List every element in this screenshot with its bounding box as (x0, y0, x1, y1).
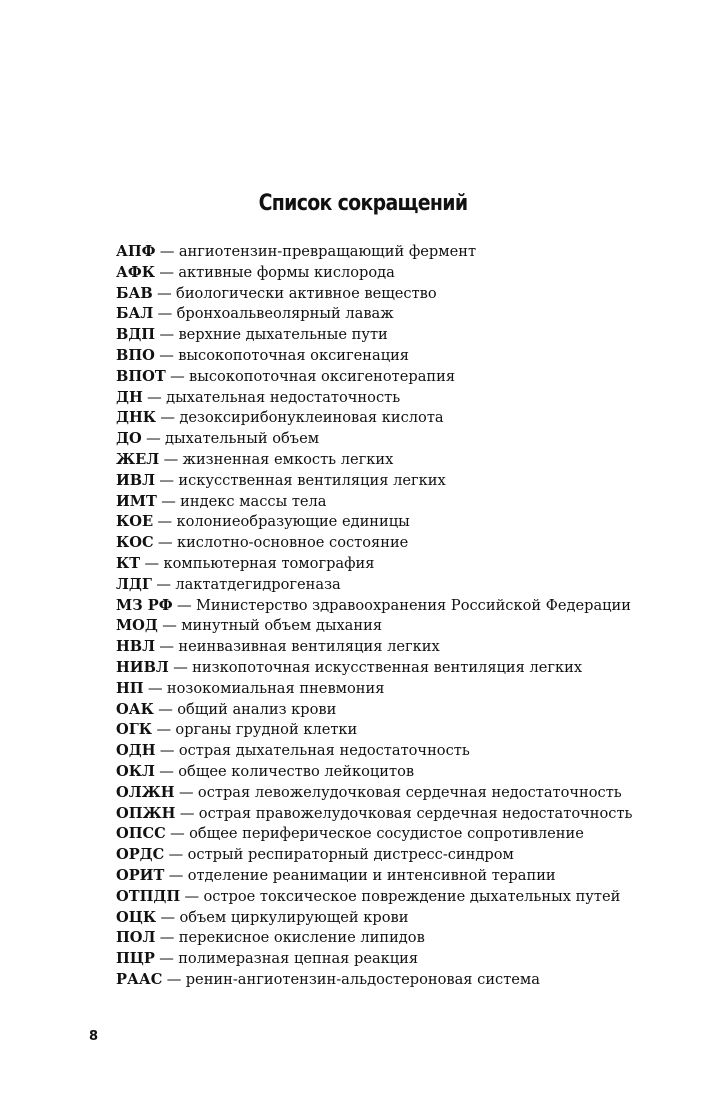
abbreviation-term: ОПЖН (116, 804, 176, 822)
abbreviation-dash: — (157, 284, 172, 302)
abbreviation-entry (89, 325, 649, 346)
abbreviation-entry (89, 429, 649, 450)
abbreviation-term: ОДН (116, 742, 156, 760)
abbreviation-dash: — (160, 908, 176, 926)
abbreviation-entry (89, 263, 649, 284)
abbreviation-entry (89, 700, 649, 721)
abbreviation-entry (89, 720, 649, 741)
abbreviation-term: ВПО (116, 346, 155, 364)
abbreviation-definition: общий анализ крови (177, 700, 337, 718)
abbreviation-definition: органы грудной клетки (175, 721, 358, 739)
abbreviation-term: ОКЛ (116, 762, 155, 780)
abbreviation-dash: — (162, 617, 177, 635)
abbreviation-dash: — (147, 679, 163, 697)
abbreviation-entry (89, 575, 649, 596)
abbreviation-dash: — (159, 742, 175, 760)
abbreviation-definition: колониеобразующие единицы (176, 513, 410, 531)
abbreviation-definition: искусственная вентиляция легких (178, 471, 446, 489)
abbreviation-entry (89, 492, 649, 513)
abbreviation-entry (89, 471, 649, 492)
abbreviation-term: ОАК (116, 700, 154, 718)
abbreviation-definition: ренин-ангиотензин-альдостероновая система (185, 970, 540, 988)
abbreviation-dash: — (179, 804, 195, 822)
abbreviation-dash: — (168, 866, 184, 884)
abbreviation-entry (89, 346, 649, 367)
abbreviation-entry (89, 949, 649, 970)
abbreviation-term: ДО (116, 430, 142, 448)
abbreviation-term: ОГК (116, 721, 153, 739)
abbreviation-entry (89, 242, 649, 263)
abbreviation-term: ПОЛ (116, 929, 156, 947)
abbreviation-entry (89, 866, 649, 887)
abbreviation-dash: — (159, 929, 175, 947)
abbreviation-definition: нозокомиальная пневмония (166, 679, 385, 697)
abbreviation-definition: минутный объем дыхания (181, 617, 383, 635)
abbreviation-term: ОРИТ (116, 866, 165, 884)
abbreviation-definition: дыхательный объем (165, 430, 320, 448)
abbreviation-term: МЗ РФ (116, 596, 173, 614)
abbreviation-dash: — (178, 783, 194, 801)
abbreviation-term: БАЛ (116, 305, 154, 323)
abbreviation-term: ВПОТ (116, 367, 166, 385)
abbreviation-entry (89, 388, 649, 409)
abbreviation-dash: — (159, 263, 174, 281)
abbreviation-term: АФК (116, 263, 156, 281)
abbreviation-dash: — (173, 658, 188, 676)
abbreviation-dash: — (157, 513, 173, 531)
abbreviation-dash: — (147, 388, 162, 406)
abbreviation-dash: — (159, 950, 174, 968)
abbreviation-definition: острая левожелудочковая сердечная недостаточность (197, 783, 622, 801)
abbreviation-dash: — (166, 970, 182, 988)
page-title: Список сокращений (258, 190, 468, 216)
abbreviation-definition: острая правожелудочковая сердечная недостаточность (198, 804, 633, 822)
abbreviation-dash: — (157, 534, 173, 552)
abbreviation-dash: — (170, 825, 185, 843)
abbreviation-dash: — (168, 846, 184, 864)
abbreviation-definition: кислотно-основное состояние (176, 534, 409, 552)
abbreviation-definition: высокопоточная оксигенация (178, 346, 410, 364)
abbreviation-entry (89, 908, 649, 929)
abbreviation-term: ДНК (116, 409, 157, 427)
abbreviation-entry (89, 596, 649, 617)
abbreviation-entry (89, 616, 649, 637)
abbreviation-term: КОЕ (116, 513, 154, 531)
abbreviation-entry (89, 741, 649, 762)
abbreviation-definition: острое токсическое повреждение дыхательных путей (203, 887, 621, 905)
abbreviation-dash: — (157, 305, 173, 323)
abbreviation-definition: объем циркулирующей крови (179, 908, 409, 926)
abbreviation-definition: биологически активное вещество (176, 284, 437, 302)
abbreviation-definition: дыхательная недостаточность (166, 388, 401, 406)
abbreviation-list (89, 242, 649, 991)
abbreviation-entry (89, 783, 649, 804)
abbreviation-dash: — (161, 492, 176, 510)
abbreviation-entry (89, 408, 649, 429)
abbreviation-term: РААС (116, 970, 163, 988)
abbreviation-dash: — (170, 367, 185, 385)
abbreviation-entry (89, 762, 649, 783)
abbreviation-entry (89, 658, 649, 679)
abbreviation-dash: — (158, 700, 173, 718)
abbreviation-definition: активные формы кислорода (178, 263, 395, 281)
abbreviation-entry (89, 824, 649, 845)
abbreviation-term: ОЦК (116, 908, 157, 926)
abbreviation-entry (89, 928, 649, 949)
abbreviation-definition: компьютерная томография (163, 554, 375, 572)
abbreviation-term: ПЦР (116, 950, 155, 968)
abbreviation-definition: бронхоальвеолярный лаваж (176, 305, 394, 323)
abbreviation-dash: — (159, 346, 174, 364)
abbreviation-term: МОД (116, 617, 158, 635)
abbreviation-term: ЖЕЛ (116, 450, 160, 468)
abbreviation-dash: — (159, 762, 174, 780)
abbreviation-definition: ангиотензин-превращающий фермент (178, 243, 477, 260)
abbreviation-entry (89, 450, 649, 471)
abbreviation-term: НИВЛ (116, 658, 169, 676)
abbreviation-term: НВЛ (116, 638, 156, 656)
abbreviation-dash: — (176, 596, 192, 614)
abbreviation-dash: — (184, 887, 200, 905)
abbreviation-definition: дезоксирибонуклеиновая кислота (179, 409, 444, 427)
abbreviation-dash: — (160, 409, 176, 427)
abbreviation-dash: — (144, 554, 160, 572)
abbreviation-term: БАВ (116, 284, 153, 302)
abbreviation-definition: неинвазивная вентиляция легких (178, 638, 440, 656)
abbreviation-term: АПФ (116, 243, 156, 260)
abbreviation-entry (89, 679, 649, 700)
abbreviation-entry (89, 804, 649, 825)
abbreviation-definition: лактатдегидрогеназа (175, 575, 341, 593)
abbreviation-term: ИМТ (116, 492, 157, 510)
abbreviation-definition: верхние дыхательные пути (178, 326, 388, 344)
abbreviation-entry (89, 554, 649, 575)
abbreviation-definition: полимеразная цепная реакция (178, 950, 419, 968)
abbreviation-term: ДН (116, 388, 143, 406)
abbreviation-definition: Министерство здравоохранения Российской Федерации (195, 596, 631, 614)
abbreviation-definition: высокопоточная оксигенотерапия (189, 367, 456, 385)
abbreviation-entry (89, 367, 649, 388)
abbreviation-term: ОТПДП (116, 887, 181, 905)
abbreviation-entry (89, 533, 649, 554)
abbreviation-term: ОПСС (116, 825, 166, 843)
abbreviation-dash: — (159, 326, 175, 344)
abbreviation-term: ОРДС (116, 846, 165, 864)
page-number: 8 (89, 1029, 99, 1044)
abbreviation-definition: общее периферическое сосудистое сопротивление (189, 825, 584, 843)
abbreviation-term: НП (116, 679, 144, 697)
abbreviation-entry (89, 887, 649, 908)
abbreviation-entry (89, 637, 649, 658)
abbreviation-dash: — (146, 430, 161, 448)
abbreviation-definition: острый респираторный дистресс-синдром (187, 846, 514, 864)
abbreviation-definition: жизненная емкость легких (182, 450, 394, 468)
abbreviation-definition: острая дыхательная недостаточность (178, 742, 470, 760)
abbreviation-dash: — (159, 638, 174, 656)
abbreviation-definition: отделение реанимации и интенсивной терапии (187, 866, 556, 884)
abbreviation-dash: — (159, 243, 175, 260)
abbreviation-entry (89, 845, 649, 866)
abbreviation-term: ОЛЖН (116, 783, 175, 801)
abbreviation-dash: — (163, 450, 179, 468)
abbreviation-term: ИВЛ (116, 471, 156, 489)
abbreviation-term: КТ (116, 554, 141, 572)
abbreviation-term: ВДП (116, 326, 156, 344)
abbreviation-entry (89, 512, 649, 533)
abbreviation-dash: — (159, 471, 174, 489)
abbreviation-entry (89, 284, 649, 305)
abbreviation-entry (89, 304, 649, 325)
abbreviation-definition: перекисное окисление липидов (178, 929, 425, 947)
abbreviation-entry (89, 970, 649, 991)
abbreviation-definition: общее количество лейкоцитов (178, 762, 415, 780)
abbreviation-dash: — (156, 721, 172, 739)
abbreviation-definition: индекс массы тела (180, 492, 327, 510)
abbreviation-definition: низкопоточная искусственная вентиляция легких (192, 658, 583, 676)
abbreviation-term: ЛДГ (116, 575, 152, 593)
abbreviation-term: КОС (116, 534, 154, 552)
abbreviation-dash: — (156, 575, 171, 593)
